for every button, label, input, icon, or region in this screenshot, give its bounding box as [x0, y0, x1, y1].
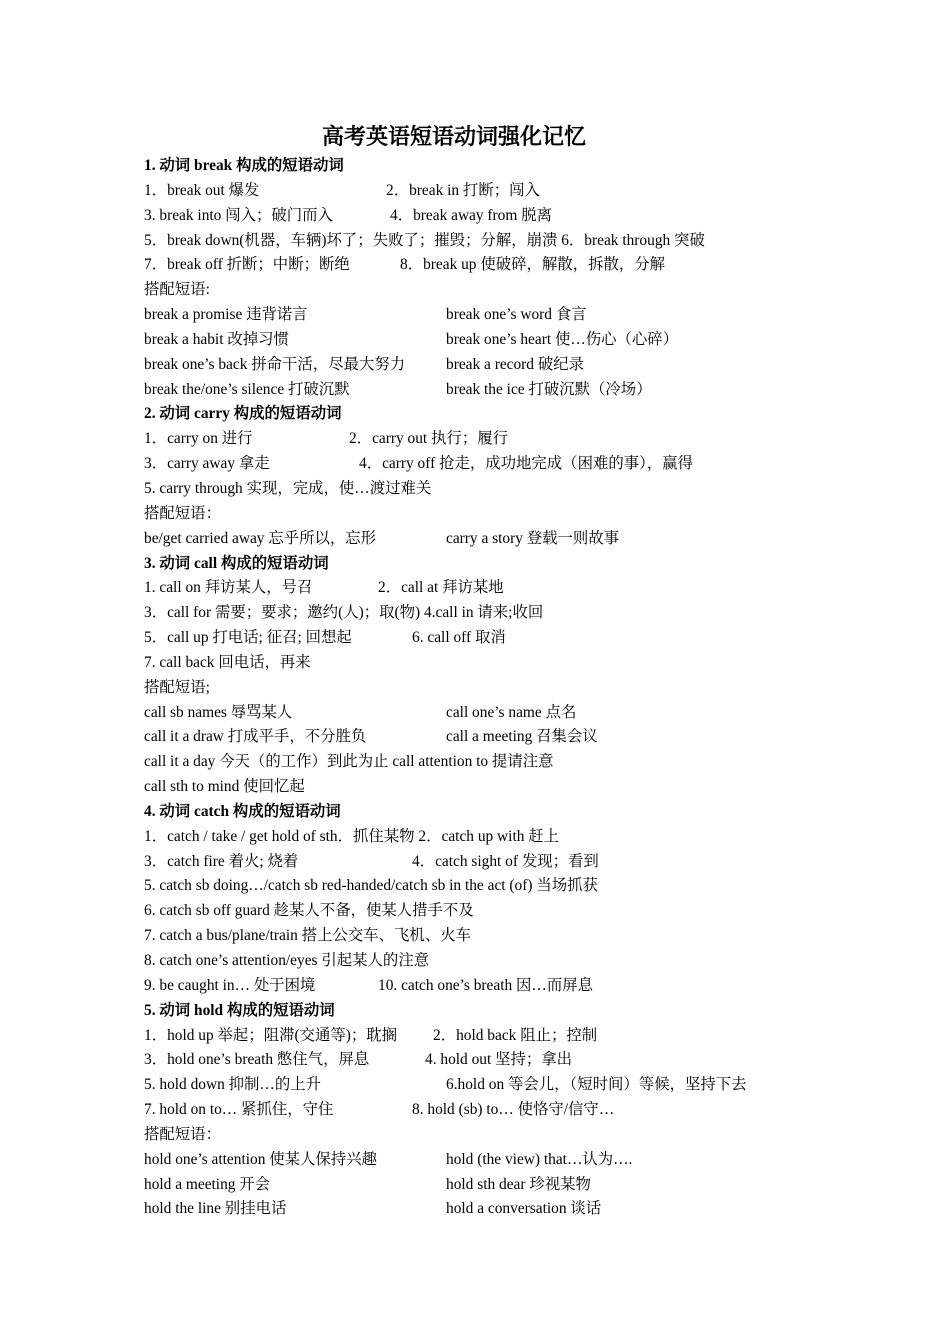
phrase-entry: break the/one’s silence 打破沉默 [144, 380, 350, 398]
phrase-line [144, 725, 824, 750]
phrase-entry: 5．break down(机器，车辆)坏了；失败了；摧毁；分解，崩溃 6．break through 突破 [144, 231, 705, 249]
phrase-line [144, 527, 824, 552]
phrase-entry: 7. call back 回电话，再来 [144, 653, 311, 671]
phrase-line [144, 1197, 824, 1222]
phrase-entry: hold the line 别挂电话 [144, 1200, 287, 1218]
phrase-entry-right: 2．carry out 执行；履行 [349, 430, 509, 448]
phrase-entry-right: 4. hold out 坚持；拿出 [425, 1051, 573, 1069]
phrase-entry-right: 6.hold on 等会儿，（短时间）等候，坚持下去 [446, 1076, 747, 1094]
phrase-entry: 7. hold on to… 紧抓住，守住 [144, 1101, 334, 1119]
phrase-line [144, 1173, 824, 1198]
phrase-entry: call it a draw 打成平手，不分胜负 [144, 728, 367, 746]
phrase-line [144, 874, 824, 899]
phrase-entry: 6. catch sb off guard 趁某人不备，使某人措手不及 [144, 902, 474, 920]
phrase-line [144, 601, 824, 626]
phrase-entry: 2. 动词 carry 构成的短语动词 [144, 405, 342, 423]
phrase-entry-right: 8. hold (sb) to… 使恪守/信守… [412, 1101, 615, 1119]
phrase-entry: 3. 动词 call 构成的短语动词 [144, 554, 329, 572]
phrase-line [144, 974, 824, 999]
phrase-line [144, 651, 824, 676]
section-heading [144, 402, 824, 427]
phrase-line [144, 1073, 824, 1098]
phrase-entry: 搭配短语： [144, 1125, 221, 1143]
phrase-entry: hold one’s attention 使某人保持兴趣 [144, 1150, 377, 1168]
page-title: 高考英语短语动词强化记忆 [322, 124, 587, 149]
phrase-entry: 3．call for 需要；要求；邀约(人)；取(物) 4.call in 请来;收回 [144, 604, 544, 622]
phrase-entry-right: hold sth dear 珍视某物 [446, 1175, 591, 1193]
phrase-entry-right: call a meeting 召集会议 [446, 728, 598, 746]
phrase-entry: call sth to mind 使回忆起 [144, 778, 305, 796]
phrase-line [144, 825, 824, 850]
phrase-entry-right: hold (the view) that…认为…. [446, 1150, 633, 1168]
phrase-line [144, 1048, 824, 1073]
phrase-line [144, 204, 824, 229]
phrase-entry-right: 4．carry off 抢走，成功地完成（困难的事），赢得 [359, 455, 693, 473]
phrase-entry-right: 2．hold back 阻止；控制 [433, 1026, 598, 1044]
phrase-entry: 8. catch one’s attention/eyes 引起某人的注意 [144, 952, 430, 969]
phrase-line [144, 626, 824, 651]
phrase-entry: break a promise 违背诺言 [144, 306, 308, 324]
phrase-entry-right: 2．break in 打断；闯入 [386, 181, 540, 199]
phrase-line [144, 303, 824, 328]
phrase-entry: 4. 动词 catch 构成的短语动词 [144, 802, 341, 820]
phrase-entry: 7. catch a bus/plane/train 搭上公交车、飞机、火车 [144, 927, 471, 945]
phrase-entry: be/get carried away 忘乎所以，忘形 [144, 529, 377, 547]
phrase-entry: 3. break into 闯入；破门而入 [144, 206, 333, 224]
phrase-line [144, 775, 824, 800]
phrase-entry-right: carry a story 登载一则故事 [446, 529, 620, 547]
phrase-line [144, 576, 824, 601]
phrase-line [144, 278, 824, 303]
document-page [144, 120, 824, 1222]
phrase-line [144, 477, 824, 502]
phrase-entry: call it a day 今天（的工作）到此为止 call attention to 提请注意 [144, 753, 554, 771]
document-body [144, 154, 824, 1222]
phrase-entry: 3．carry away 拿走 [144, 455, 270, 473]
phrase-entry-right: 10. catch one’s breath 因…而屏息 [378, 976, 593, 994]
phrase-entry-right: break a record 破纪录 [446, 355, 585, 373]
phrase-entry: 1．hold up 举起；阻滞(交通等)；耽搁 [144, 1026, 398, 1044]
phrase-entry: 9. be caught in… 处于困境 [144, 976, 316, 994]
phrase-entry: 3．hold one’s breath 憋住气，屏息 [144, 1051, 370, 1069]
section-heading [144, 999, 824, 1024]
phrase-line [144, 378, 824, 403]
phrase-line [144, 701, 824, 726]
phrase-entry: 1．break out 爆发 [144, 181, 260, 199]
phrase-entry-right: 4．catch sight of 发现；看到 [412, 852, 599, 870]
phrase-line [144, 353, 824, 378]
phrase-entry: 搭配短语: [144, 281, 210, 299]
phrase-entry: 1. call on 拜访某人，号召 [144, 579, 313, 597]
phrase-entry: 5．call up 打电话; 征召; 回想起 [144, 629, 352, 647]
phrase-line [144, 1024, 824, 1049]
phrase-entry-right: 4．break away from 脱离 [390, 206, 552, 224]
phrase-line [144, 229, 824, 254]
phrase-entry-right: hold a conversation 谈话 [446, 1200, 602, 1218]
phrase-entry: 1．carry on 进行 [144, 430, 253, 448]
phrase-line [144, 328, 824, 353]
phrase-line [144, 1148, 824, 1173]
phrase-line [144, 179, 824, 204]
phrase-entry: 5. 动词 hold 构成的短语动词 [144, 1001, 335, 1019]
phrase-line [144, 1123, 824, 1148]
phrase-line [144, 676, 824, 701]
phrase-entry: 5. hold down 抑制…的上升 [144, 1076, 321, 1094]
phrase-line [144, 452, 824, 477]
phrase-entry-right: break one’s word 食言 [446, 306, 587, 324]
section-heading [144, 800, 824, 825]
phrase-line [144, 1098, 824, 1123]
phrase-entry: 1．catch / take / get hold of sth．抓住某物 2．catch up with 赶上 [144, 827, 560, 845]
phrase-entry: 3．catch fire 着火; 烧着 [144, 852, 299, 870]
phrase-entry: 5. catch sb doing…/catch sb red-handed/catch sb in the act (of) 当场抓获 [144, 877, 598, 895]
phrase-line [144, 899, 824, 924]
phrase-entry: 5. carry through 实现，完成，使…渡过难关 [144, 479, 432, 497]
phrase-entry: 7．break off 折断；中断；断绝 [144, 256, 350, 274]
phrase-entry: call sb names 辱骂某人 [144, 703, 293, 721]
phrase-line [144, 850, 824, 875]
phrase-line [144, 502, 824, 527]
phrase-entry: 搭配短语; [144, 678, 210, 696]
phrase-entry-right: 6. call off 取消 [412, 629, 506, 647]
phrase-entry: break a habit 改掉习惯 [144, 330, 289, 348]
phrase-entry: hold a meeting 开会 [144, 1175, 271, 1193]
section-heading [144, 154, 824, 179]
phrase-line [144, 427, 824, 452]
phrase-entry: break one’s back 拼命干活，尽最大努力 [144, 355, 406, 373]
phrase-entry: 1. 动词 break 构成的短语动词 [144, 157, 344, 174]
phrase-entry-right: 8．break up 使破碎，解散，拆散，分解 [400, 256, 666, 274]
phrase-entry-right: break one’s heart 使…伤心（心碎） [446, 330, 679, 348]
phrase-entry-right: break the ice 打破沉默（冷场） [446, 380, 652, 398]
phrase-entry-right: 2．call at 拜访某地 [378, 579, 504, 597]
phrase-line [144, 253, 824, 278]
phrase-line [144, 924, 824, 949]
phrase-entry-right: call one’s name 点名 [446, 703, 577, 721]
phrase-entry: 搭配短语： [144, 504, 221, 522]
section-heading [144, 552, 824, 577]
phrase-line [144, 750, 824, 775]
phrase-line [144, 949, 824, 974]
